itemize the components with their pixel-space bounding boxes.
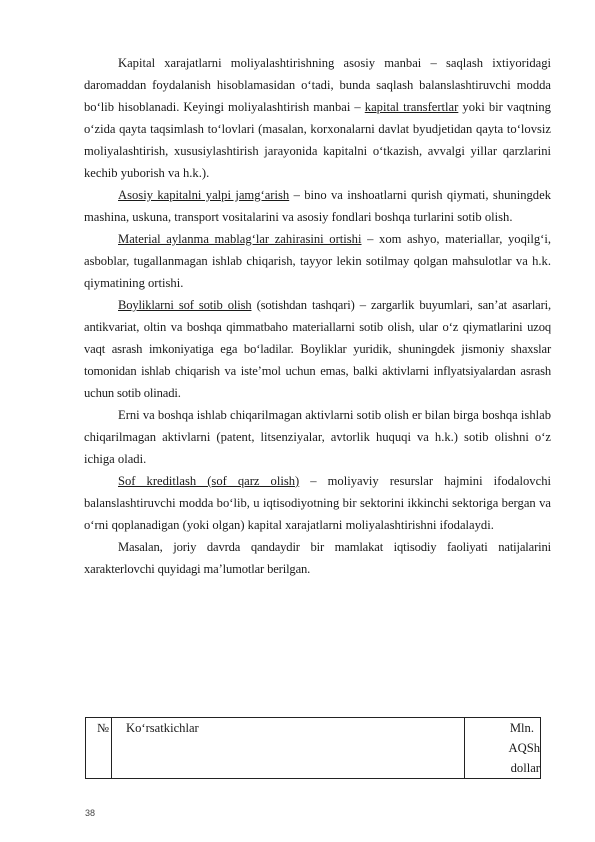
paragraph-text: Erni va boshqa ishlab chiqarilmagan aktivlarni sotib olish er bilan birga boshqa ishlab chiqarilmagan aktivlarni (patent, litsenziyalar, avtorlik huquqi va h.k.) sotib olishni o‘z ichiga oladi. [84, 408, 551, 466]
paragraph-valuables [84, 294, 551, 404]
document-body [84, 52, 551, 580]
paragraph-land-purchase [84, 404, 551, 470]
paragraph-capital-expenditure-sources [84, 52, 551, 184]
paragraph-example-intro [84, 536, 551, 580]
term-material-aylanma: Material aylanma mablag‘lar zahirasini ortishi [118, 232, 362, 246]
column-header-value-line: dollar [510, 761, 540, 775]
column-header-value-line: Mln. [509, 721, 534, 735]
term-sof-kreditlash: Sof kreditlash (sof qarz olish) [118, 474, 300, 488]
paragraph-net-lending [84, 470, 551, 536]
term-kapital-transfertlar: kapital transfertlar [364, 100, 459, 114]
indicators-table [85, 717, 541, 779]
paragraph-inventory-increase [84, 228, 551, 294]
paragraph-text: Masalan, joriy davrda qandaydir bir mamlakat iqtisodiy faoliyati natijalarini xarakterlovchi quyidagi ma’lumotlar berilgan. [84, 540, 551, 576]
paragraph-text: yoki bir vaqtning o‘zida qayta taqsimlash to‘lovlari (masalan, korxonalarni davlat byudjetidan qayta to‘lovsiz moliyalashtirish, xususiylashtirish jarayonida kapitalni o‘tkazish, avvalgi yillar qarzlarini kechib yuborish va h.k.). [84, 100, 551, 180]
term-asosiy-kapital: Asosiy kapitalni yalpi jamg‘arish [118, 188, 290, 202]
table-header-row [86, 718, 541, 779]
paragraph-text: (sotishdan tashqari) – zargarlik buyumlari, san’at asarlari, antikvariat, oltin va boshqa qimmatbaho materiallarni sotib olish, ular o‘z qiymatlarini uzoq vaqt asrash imkoniyatiga ega bo‘ladilar. Boyliklar yuridik, shuningdek jismoniy shaxslar tomonidan ishlab chiqarish va iste’mol uchun emas, balki aktivlarni inflyatsiyalardan asrash uchun sotib olinadi. [84, 298, 551, 400]
column-header-value-line: AQSh [508, 741, 540, 755]
column-header-number: № [86, 718, 112, 779]
paragraph-text: – xom ashyo, materiallar, yoqilg‘i, asboblar, tugallanmagan ishlab chiqarish, tayyor lekin sotilmay qolgan mahsulotlar va h.k. qiymatining ortishi. [84, 232, 552, 290]
page-number: 38 [85, 808, 96, 818]
paragraph-text: Kapital xarajatlarni moliyalashtirishning asosiy manbai – saqlash ixtiyoridagi daromaddan foydalanish hisoblamasidan o‘tadi, bunda saqlash balanslashtiruvchi modda bo‘lib hisoblanadi. Keyingi moliyalashtirish manbai – [84, 56, 551, 114]
term-boyliklar: Boyliklarni sof sotib olish [118, 298, 252, 312]
paragraph-text: – bino va inshoatlarni qurish qiymati, shuningdek mashina, uskuna, transport vositalarini va asosiy fondlari boshqa turlarini sotib olish. [84, 188, 551, 224]
column-header-value [465, 718, 541, 779]
paragraph-fixed-capital-formation [84, 184, 551, 228]
column-header-indicators: Ko‘rsatkichlar [112, 718, 465, 779]
paragraph-text: – moliyaviy resurslar hajmini ifodalovchi balanslashtiruvchi modda bo‘lib, u iqtisodiyotning bir sektorini ikkinchi sektoriga bergan va o‘rni qoplanadigan (yoki olgan) kapital xarajatlarni moliyalashtirishni ifodalaydi. [84, 474, 551, 532]
